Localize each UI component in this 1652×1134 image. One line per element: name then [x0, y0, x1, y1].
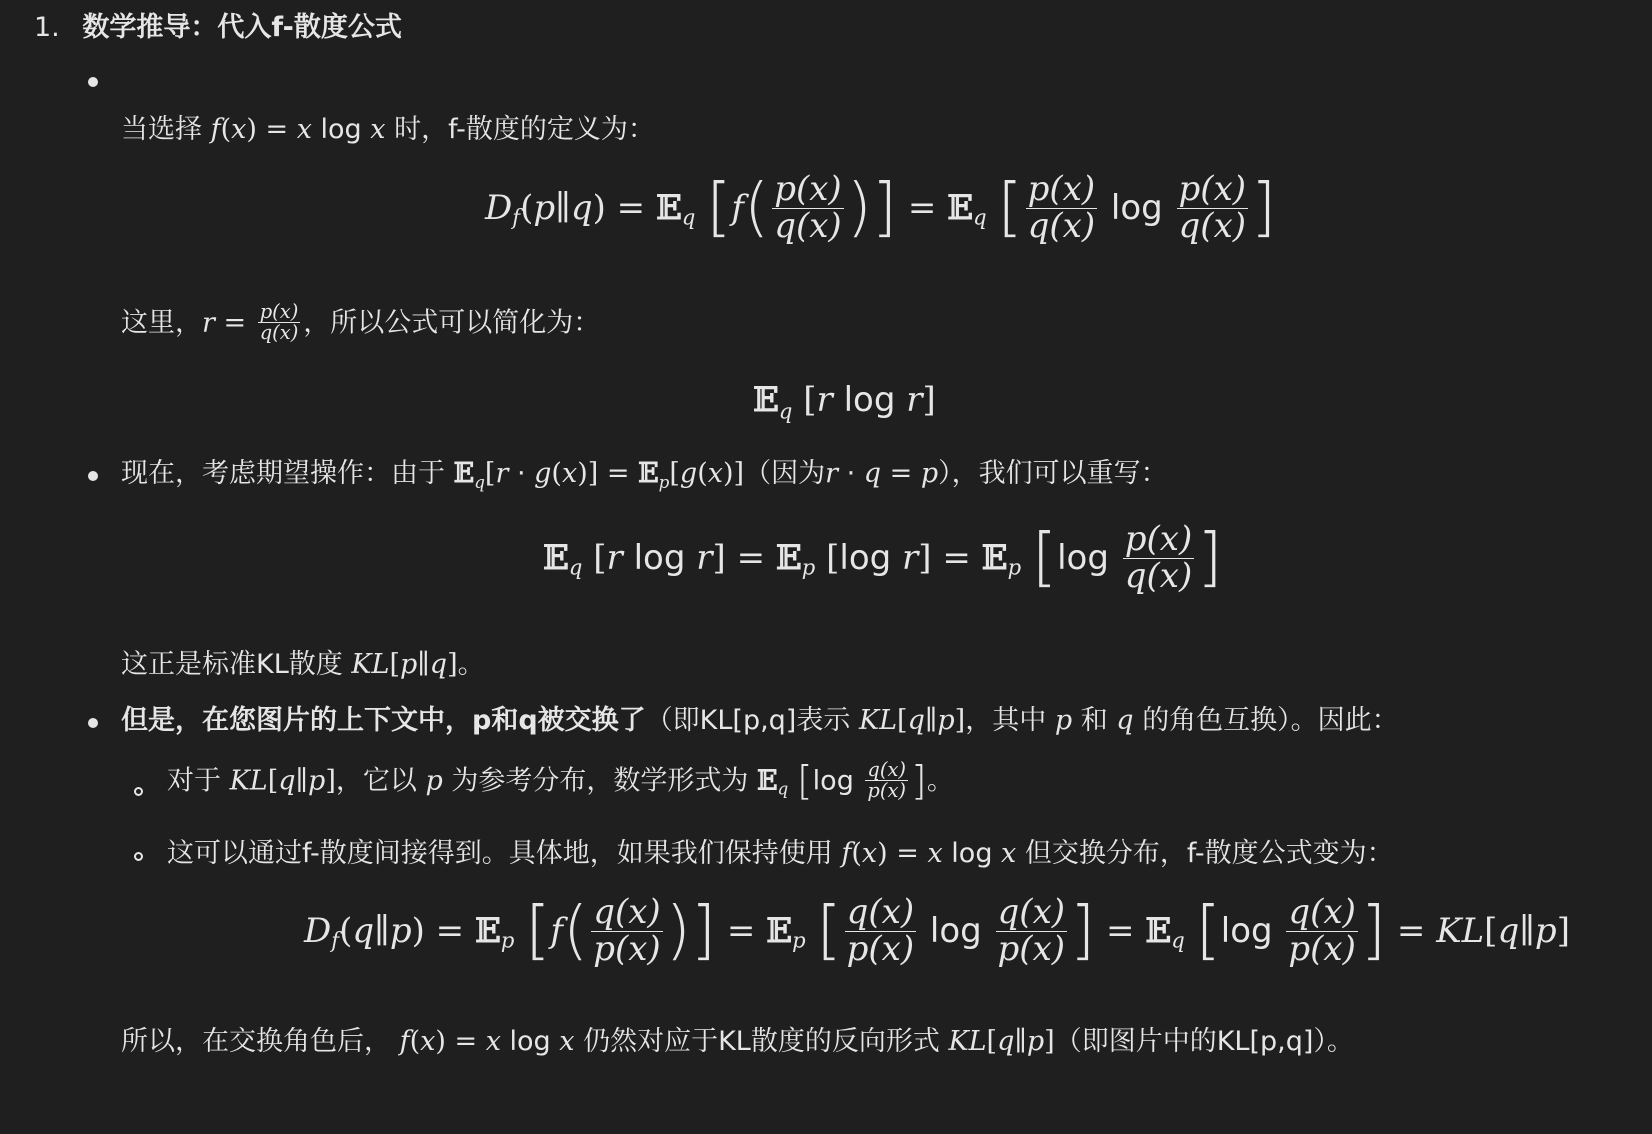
bullet-3: [88, 718, 98, 728]
para-kl-q-p: 对于 KL[q∥p]，它以 p 为参考分布，数学形式为 𝔼$_q$ [log $\frac{q(x)}{p(x)}$ ]。: [167, 756, 954, 805]
equation-f-divergence: $D_f(p\parallel q)$ = 𝔼$_q$ [f( $\frac{p(x)}{q(x)}$ )] = 𝔼$_q$ [ $\frac{p(x)}{q(x)}$ log $\frac{p(x)}{q(x)}$ ]: [485, 169, 1277, 246]
math-f-def: f: [210, 114, 221, 145]
equation-eq-rlogr: 𝔼$_q$ [r log r]: [753, 380, 936, 424]
para-swap: 但是，在您图片的上下文中，p和q被交换了（即KL[p,q]表示 KL[q∥p]，其中 p 和 q 的角色互换）。因此：: [121, 705, 1399, 736]
para-indirect: 这可以通过f-散度间接得到。具体地，如果我们保持使用 f(x) = x log x 但交换分布，f-散度公式变为：: [167, 838, 1394, 869]
equation-swapped: $D_f(q\parallel p)$ = 𝔼$_p$ [f( $\frac{q(x)}{p(x)}$ )] = 𝔼$_p$ [ $\frac{q(x)}{p(x)}$ log $\frac{q(x)}{p(x)}$ ] = 𝔼$_q$ [log $\frac{q(x)}{p(x)}$ ] = KL[q∥p]: [304, 892, 1570, 969]
bullet-2: [88, 471, 98, 481]
heading-number: 1.: [34, 12, 60, 43]
para-standard-kl: 这正是标准KL散度 KL[p∥q]。: [121, 649, 485, 680]
heading-title: 数学推导：代入f-散度公式: [82, 12, 402, 43]
para-f-choice: 当选择 f(x) = x log x 时，f-散度的定义为：: [121, 114, 655, 145]
sub-bullet-2: [134, 852, 143, 861]
fraction-p-over-q: $\frac{p(x)}{q(x)}$: [259, 300, 299, 345]
equation-rewrite: 𝔼$_q$ [r log r] = 𝔼$_p$ [log r] = 𝔼$_p$ [log $\frac{p(x)}{q(x)}$ ]: [543, 519, 1223, 596]
bullet-1: [88, 77, 98, 87]
para-conclusion: 所以，在交换角色后， f(x) = x log x 仍然对应于KL散度的反向形式 KL[q∥p]（即图片中的KL[p,q]）。: [121, 1026, 1354, 1057]
para-expectation: 现在，考虑期望操作：由于 𝔼$_q$[r · g(x)] = 𝔼$_p$[g(x)]（因为r · q = p），我们可以重写：: [121, 458, 1168, 492]
sub-bullet-1: [134, 787, 143, 796]
para-r-def: 这里，r = $\frac{p(x)}{q(x)}$ ，所以公式可以简化为：: [121, 300, 601, 345]
section-heading: [34, 10, 402, 45]
